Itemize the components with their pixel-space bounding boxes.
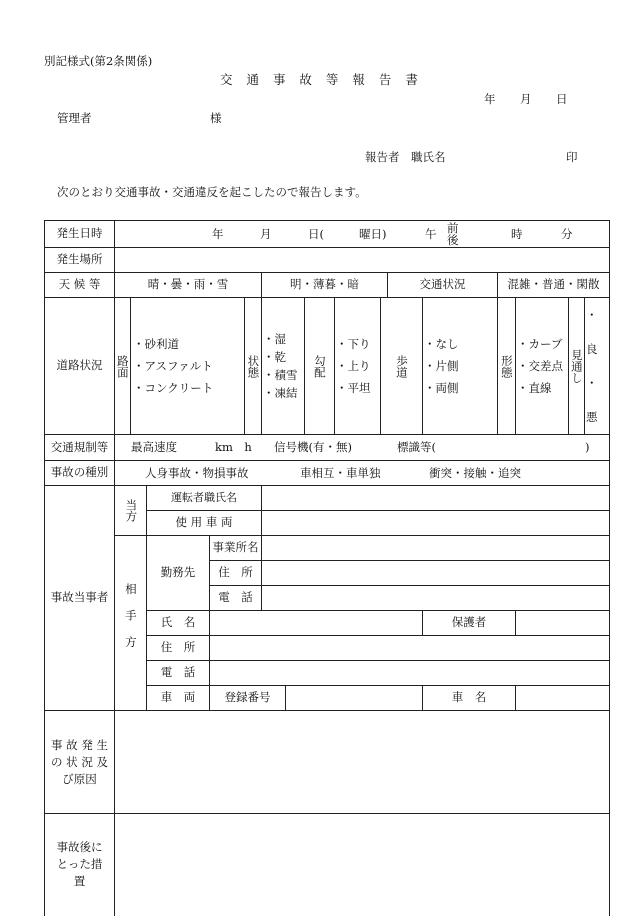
sidewalk-option[interactable]: ・片側 [424,359,459,373]
shape-label: 形態 [499,354,514,378]
sidewalk-option[interactable]: ・両側 [424,381,459,395]
car-name-label: 車 名 [423,686,516,711]
slope-option[interactable]: ・平坦 [336,381,371,395]
employer-label: 勤務先 [147,536,210,611]
accident-type-option-1[interactable]: 人身事故・物損事故 [145,466,249,480]
condition-option[interactable]: ・湿 [263,332,286,346]
month-label: 月 [260,227,272,241]
guardian-label: 保護者 [423,611,516,636]
visibility-option[interactable]: ・良 [586,308,598,356]
weekday-label: 曜日) [359,227,387,241]
row-weather [45,273,610,298]
measures-field[interactable] [115,814,610,916]
weather-options[interactable]: 晴・曇・雨・雪 [115,273,262,298]
other-party-label: 相手方 [123,583,138,663]
regulation-label: 交通規制等 [45,435,115,461]
occurred-datetime-label: 発生日時 [45,221,115,248]
row-measures [45,814,610,916]
visibility-label: 見通し [569,348,584,384]
condition-label: 状態 [246,354,261,378]
office-name-label: 事業所名 [210,536,262,561]
vehicle-used-field[interactable] [262,511,610,536]
slope-option[interactable]: ・上り [336,359,371,373]
measures-label: 事故後にとった措置 [56,840,103,889]
shape-option[interactable]: ・交差点 [517,359,563,373]
slope-label: 勾配 [312,354,327,378]
visibility-option[interactable]: ・悪 [586,376,598,424]
parties-label: 事故当事者 [45,486,115,711]
slope-option[interactable]: ・下り [336,337,371,351]
hour-label: 時 [511,227,523,241]
other-name-label: 氏 名 [147,611,210,636]
other-address-field[interactable] [210,636,610,661]
occurred-datetime-field[interactable] [115,221,610,248]
signal-label: 信号機(有・無) [274,440,352,454]
date-month-label: 月 [520,92,532,106]
row-road [45,298,610,435]
car-name-field[interactable] [516,686,610,711]
recipient-label: 管理者 [57,111,92,125]
condition-option[interactable]: ・乾 [263,350,286,364]
surface-label: 路面 [115,354,130,378]
signs-close: ) [585,440,590,454]
traffic-options[interactable]: 混雑・普通・閑散 [498,273,610,298]
situation-field[interactable] [115,711,610,814]
office-phone-label: 電 話 [210,586,262,611]
signs-label: 標識等( [397,440,436,454]
location-field[interactable] [115,248,610,273]
day-label: 日( [308,227,324,241]
other-vehicle-label: 車 両 [147,686,210,711]
driver-name-label: 運転者職氏名 [147,486,262,511]
condition-option[interactable]: ・積雪 [263,368,298,382]
other-phone-field[interactable] [210,661,610,686]
surface-option[interactable]: ・アスファルト [133,359,213,373]
sidewalk-option[interactable]: ・なし [424,337,459,351]
guardian-field[interactable] [516,611,610,636]
shape-option[interactable]: ・カーブ [517,337,563,351]
road-label: 道路状況 [45,298,115,435]
honorific-label: 様 [210,111,222,125]
other-address-label: 住 所 [147,636,210,661]
speed-label: 最高速度 [131,440,177,454]
row-location [45,248,610,273]
sidewalk-label: 歩道 [394,354,409,378]
office-name-field[interactable] [262,536,610,561]
weather-label: 天 候 等 [45,273,115,298]
row-office-name [45,536,610,561]
self-label: 当方 [124,499,139,522]
registration-field[interactable] [286,686,423,711]
row-self-driver [45,486,610,511]
date-day-label: 日 [556,92,568,106]
row-occurred-datetime [45,221,610,248]
report-form-table [44,220,610,916]
vehicle-used-label: 使 用 車 両 [147,511,262,536]
condition-option[interactable]: ・凍結 [263,386,298,400]
row-regulation [45,435,610,461]
accident-type-option-3[interactable]: 衝突・接触・追突 [429,466,521,480]
situation-label: 事故発生の状況及び原因 [51,737,108,786]
accident-type-label: 事故の種別 [45,461,115,486]
document-title: 交 通 事 故 等 報 告 書 [220,72,423,87]
light-options[interactable]: 明・薄暮・暗 [262,273,388,298]
form-label: 別記様式(第2条関係) [44,54,153,68]
other-phone-label: 電 話 [147,661,210,686]
location-label: 発生場所 [45,248,115,273]
office-address-label: 住 所 [210,561,262,586]
office-phone-field[interactable] [262,586,610,611]
other-name-field[interactable] [210,611,423,636]
year-label: 年 [212,227,224,241]
accident-type-field[interactable] [115,461,610,486]
accident-type-option-2[interactable]: 車相互・車単独 [300,466,381,480]
reporter-label: 報告者 職氏名 [365,150,446,164]
driver-name-field[interactable] [262,486,610,511]
date-year-label: 年 [484,92,496,106]
traffic-label: 交通状況 [388,273,498,298]
seal-label: 印 [566,150,578,164]
surface-option[interactable]: ・砂利道 [133,337,179,351]
kmh-label: km h [215,440,252,454]
row-situation [45,711,610,814]
surface-option[interactable]: ・コンクリート [133,381,214,395]
minute-label: 分 [561,227,573,241]
before-label: 前 [447,221,459,235]
regulation-field[interactable] [115,435,610,461]
shape-option[interactable]: ・直線 [517,381,552,395]
registration-label: 登録番号 [210,686,286,711]
office-address-field[interactable] [262,561,610,586]
row-accident-type [45,461,610,486]
ampm-label: 午 [425,227,437,241]
intro-text: 次のとおり交通事故・交通違反を起こしたので報告します。 [57,185,367,199]
after-label: 後 [447,233,459,247]
